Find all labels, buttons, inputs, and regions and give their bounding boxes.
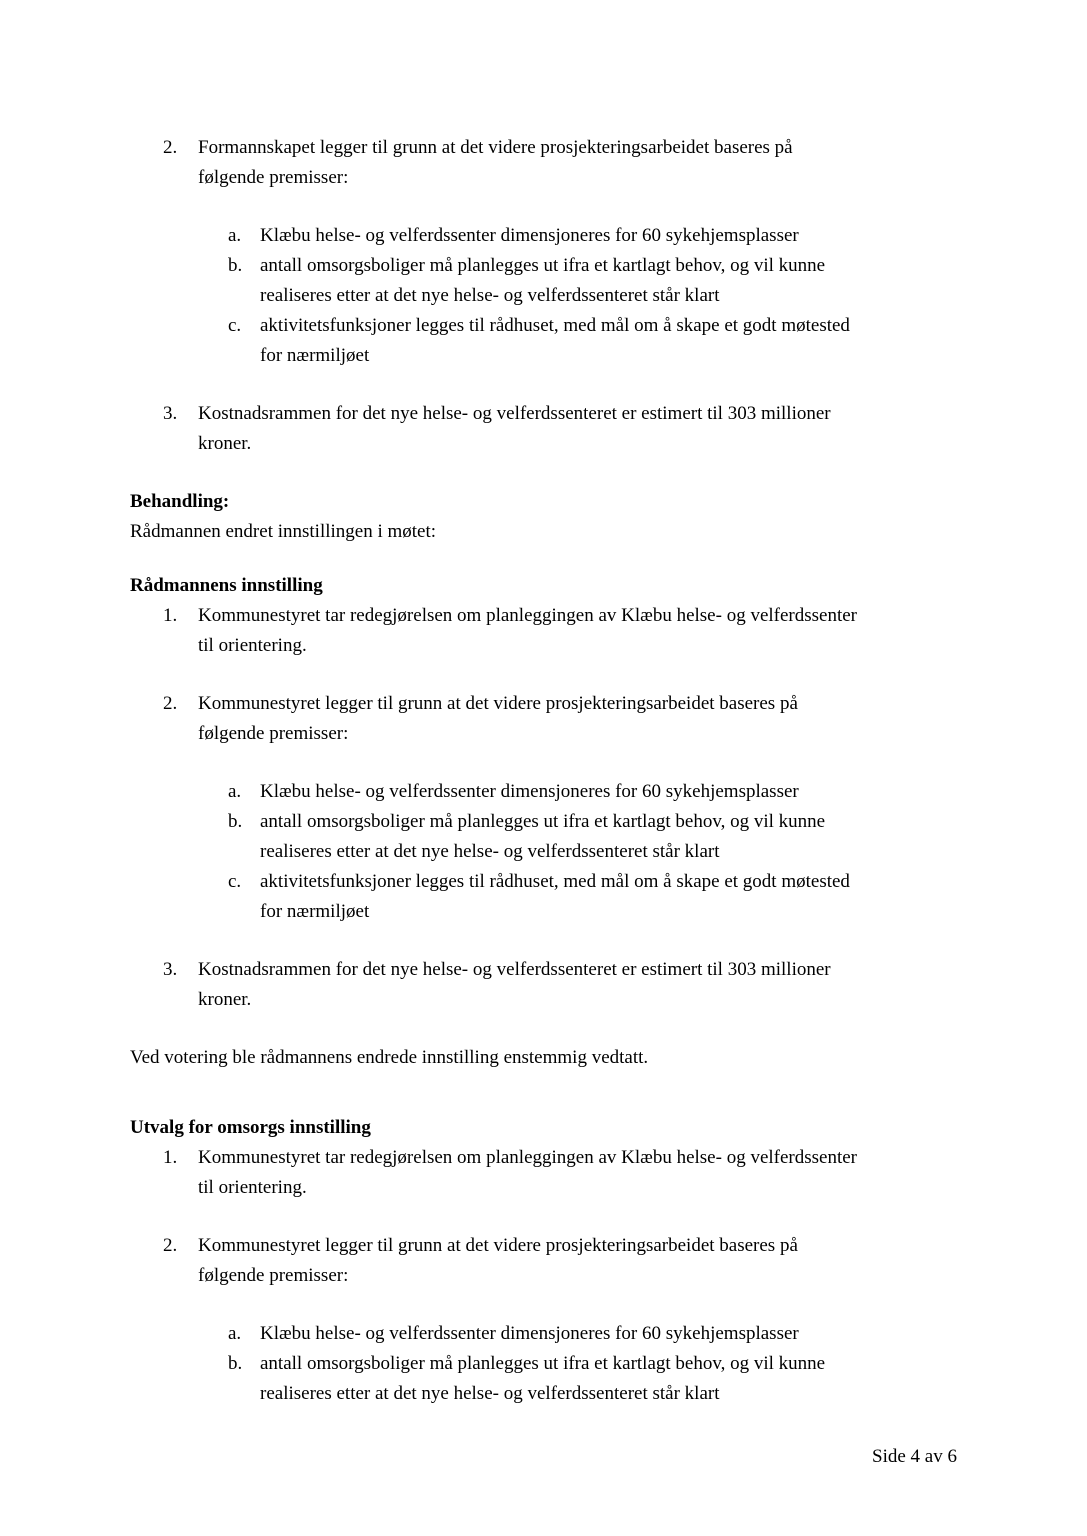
list-block [130,1319,960,1409]
list-marker: a. [228,1323,242,1344]
list-item [130,1231,960,1291]
list-item-text: Klæbu helse- og velferdssenter dimensjoneres for 60 sykehjemsplasser [260,1323,799,1344]
paragraph: Ved votering ble rådmannens endrede innstilling enstemmig vedtatt. [130,1047,649,1068]
list-item [130,1319,960,1349]
list-item-text: Kommunestyret legger til grunn at det videre prosjekteringsarbeidet baseres på følgende premisser: [198,1235,798,1286]
list-item [130,689,960,749]
list-marker: 3. [163,403,178,424]
list-marker: 1. [163,1147,178,1168]
list-item [130,399,960,459]
list-marker: a. [228,225,242,246]
section-heading: Utvalg for omsorgs innstilling [130,1117,371,1138]
list-marker: 1. [163,605,178,626]
list-item-text: Klæbu helse- og velferdssenter dimensjoneres for 60 sykehjemsplasser [260,225,799,246]
list-block [130,133,960,193]
list-marker: b. [228,255,243,276]
list-item [130,1349,960,1409]
list-marker: 3. [163,959,178,980]
list-item-text: Kostnadsrammen for det nye helse- og velferdssenteret er estimert til 303 millioner kroner. [198,959,831,1010]
list-marker: a. [228,781,242,802]
list-item-text: Klæbu helse- og velferdssenter dimensjoneres for 60 sykehjemsplasser [260,781,799,802]
list-block [130,955,960,1015]
list-marker: b. [228,1353,243,1374]
list-item [130,1143,960,1203]
list-item-text: Kommunestyret tar redegjørelsen om planleggingen av Klæbu helse- og velferdssenter til orientering. [198,1147,857,1198]
list-marker: c. [228,315,242,336]
list-item [130,133,960,193]
list-block [130,399,960,459]
section-heading: Rådmannens innstilling [130,575,323,596]
list-item-text: aktivitetsfunksjoner legges til rådhuset, med mål om å skape et godt møtested for nærmiljøet [260,315,850,366]
list-block [130,1143,960,1203]
list-item [130,955,960,1015]
list-item [130,777,960,807]
list-item-text: antall omsorgsboliger må planlegges ut ifra et kartlagt behov, og vil kunne realiseres etter at det nye helse- og velferdssenteret står klart [260,1353,826,1404]
list-item-text: antall omsorgsboliger må planlegges ut ifra et kartlagt behov, og vil kunne realiseres etter at det nye helse- og velferdssenteret står klart [260,255,826,306]
section-heading: Behandling: [130,491,230,512]
list-block [130,1231,960,1291]
list-marker: 2. [163,137,178,158]
document-body [130,133,960,1437]
list-item [130,221,960,251]
list-marker: c. [228,871,242,892]
list-marker: 2. [163,693,178,714]
list-block [130,777,960,927]
list-item [130,807,960,867]
list-item-text: antall omsorgsboliger må planlegges ut ifra et kartlagt behov, og vil kunne realiseres etter at det nye helse- og velferdssenteret står klart [260,811,826,862]
list-item [130,867,960,927]
list-block [130,689,960,749]
list-item-text: Kommunestyret legger til grunn at det videre prosjekteringsarbeidet baseres på følgende premisser: [198,693,798,744]
list-block [130,221,960,371]
list-item-text: Formannskapet legger til grunn at det videre prosjekteringsarbeidet baseres på følgende premisser: [198,137,793,188]
list-item-text: aktivitetsfunksjoner legges til rådhuset, med mål om å skape et godt møtested for nærmiljøet [260,871,850,922]
list-marker: 2. [163,1235,178,1256]
list-item [130,601,960,661]
list-item-text: Kommunestyret tar redegjørelsen om planleggingen av Klæbu helse- og velferdssenter til orientering. [198,605,857,656]
list-block [130,601,960,661]
list-item [130,251,960,311]
list-marker: b. [228,811,243,832]
page-footer: Side 4 av 6 [872,1446,957,1467]
list-item [130,311,960,371]
paragraph: Rådmannen endret innstillingen i møtet: [130,521,437,542]
list-item-text: Kostnadsrammen for det nye helse- og velferdssenteret er estimert til 303 millioner kroner. [198,403,831,454]
